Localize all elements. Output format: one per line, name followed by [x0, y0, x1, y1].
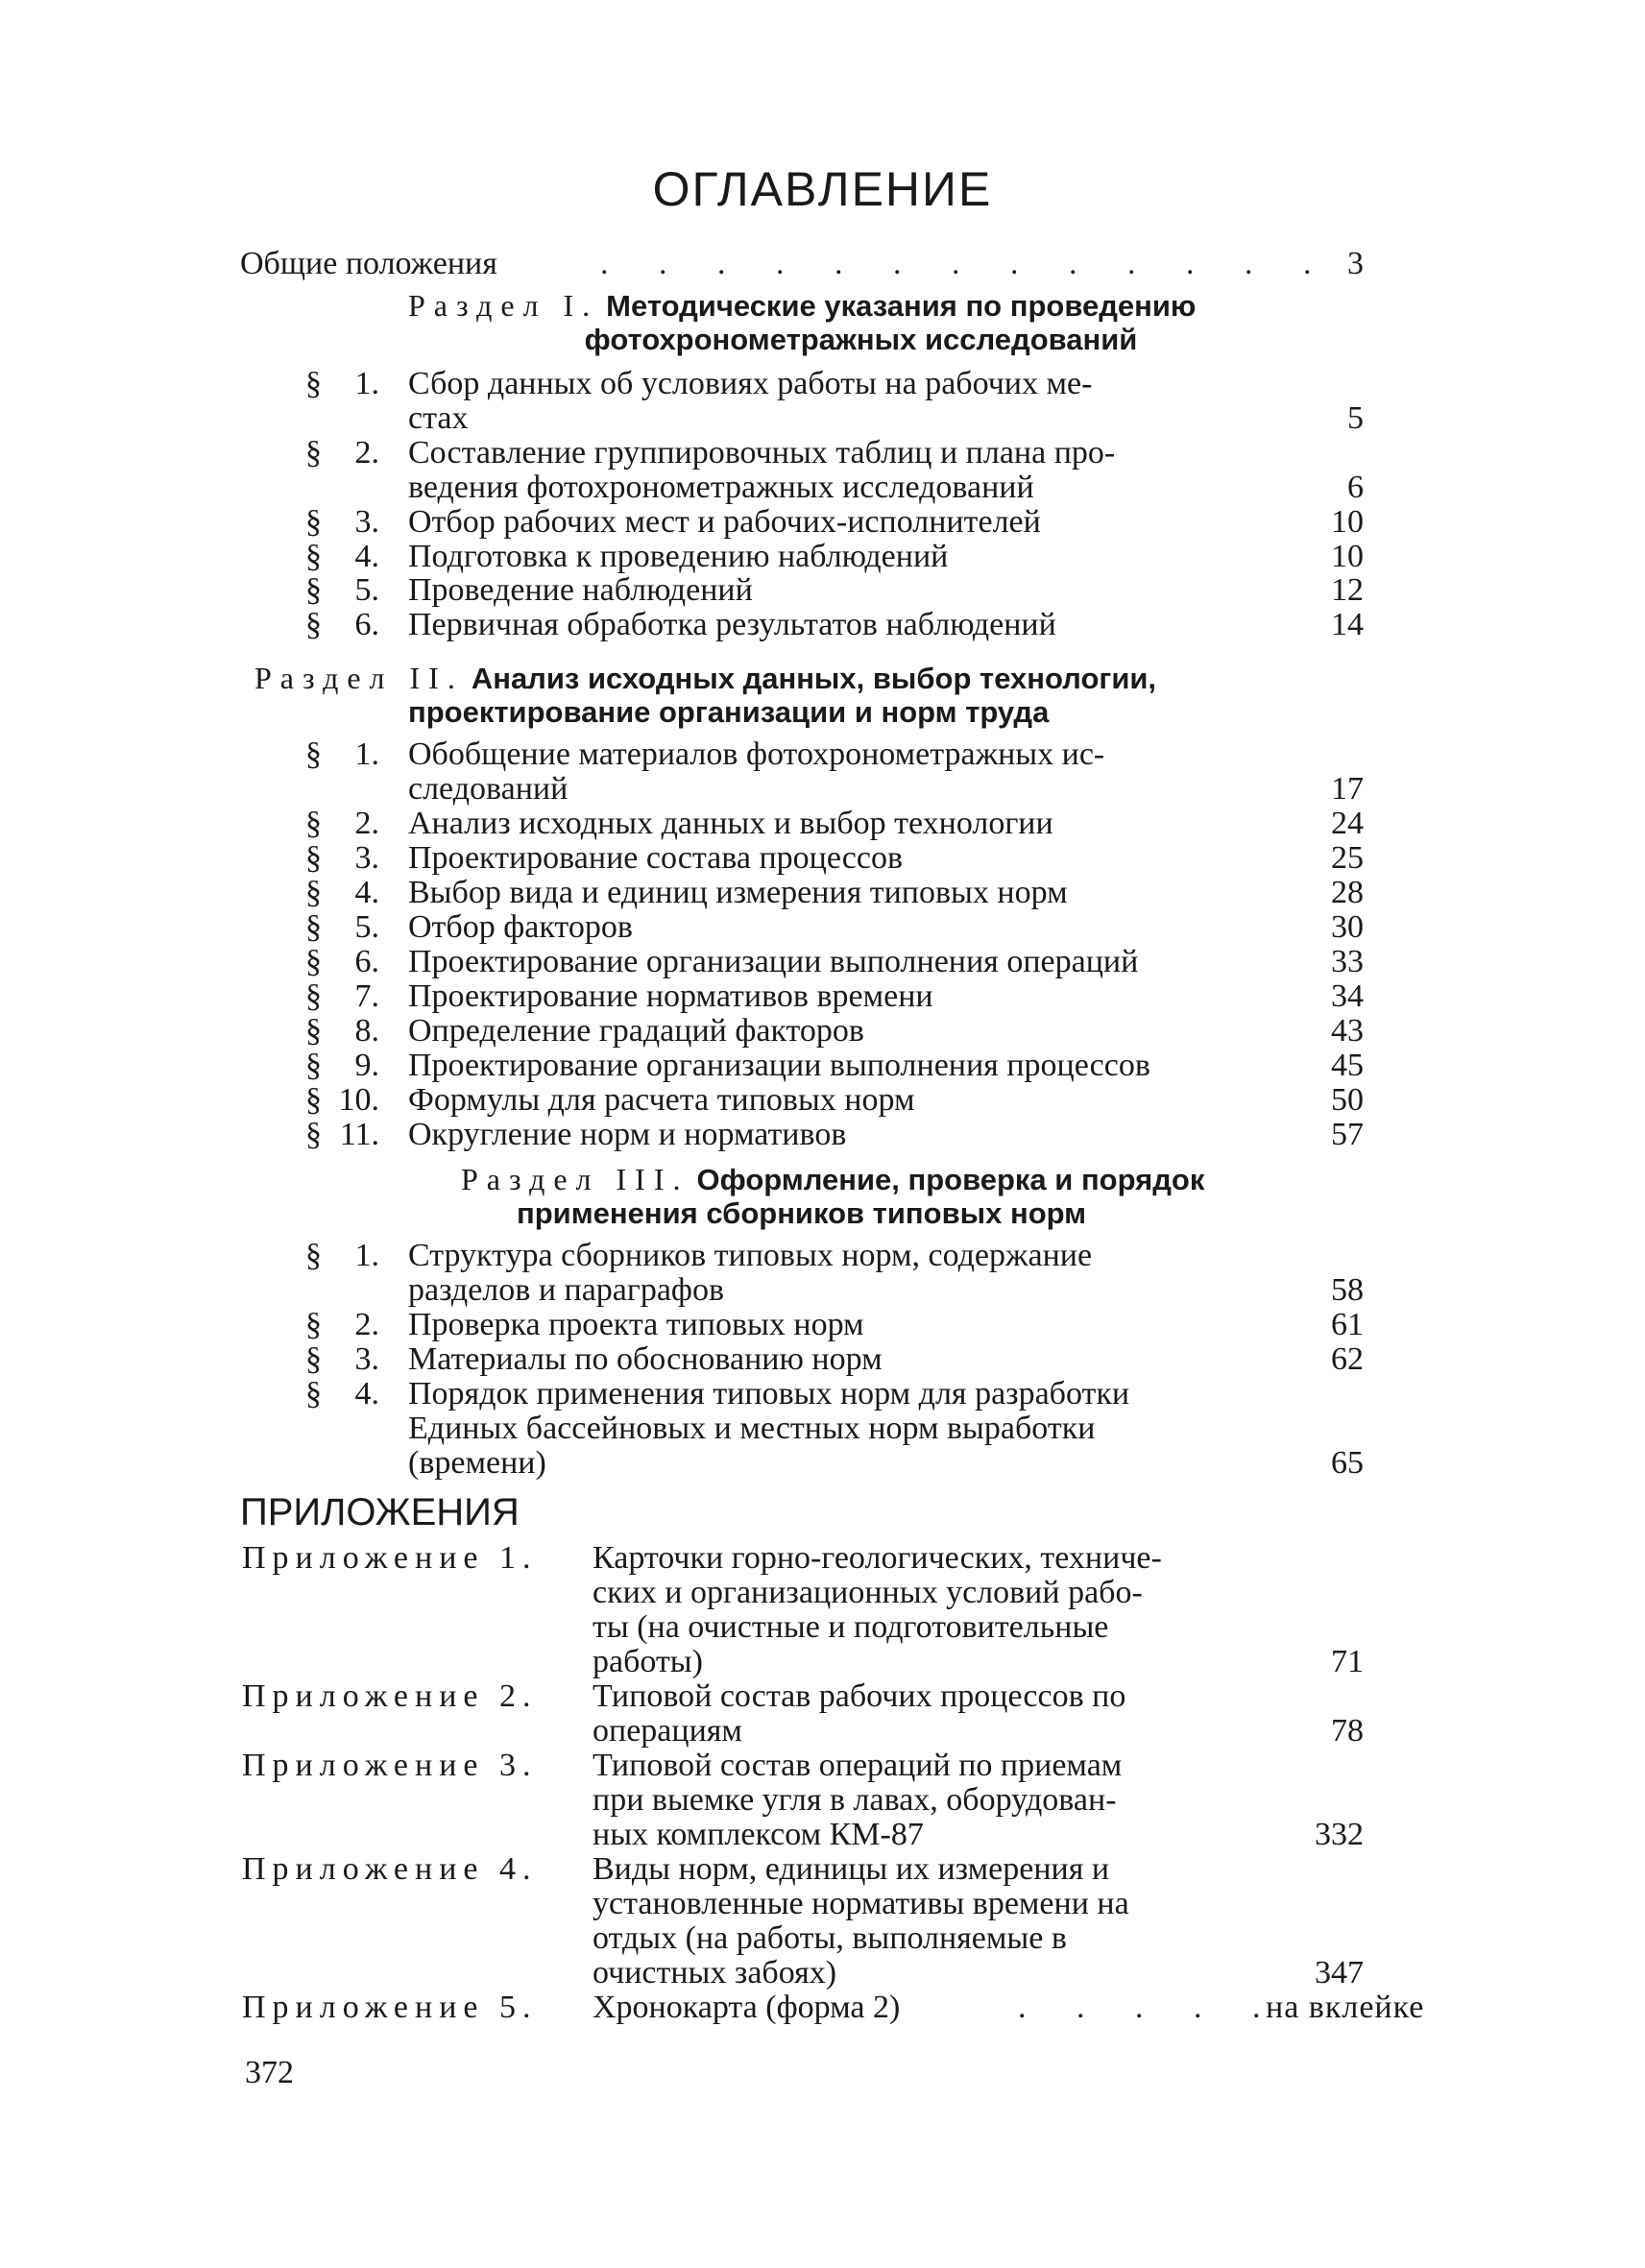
section-sign: § — [305, 1117, 322, 1152]
page-ref: 25 — [1331, 840, 1364, 876]
entry-text: разделов и параграфов — [408, 1272, 725, 1308]
page-ref: 71 — [1331, 1644, 1364, 1679]
page-ref: 65 — [1331, 1445, 1364, 1481]
page-ref: 30 — [1331, 909, 1364, 945]
page-ref: 17 — [1331, 771, 1364, 807]
page-ref: 34 — [1331, 978, 1364, 1014]
section-heading-1 — [408, 288, 1196, 324]
appendix-text: Виды норм, единицы их измерения и — [593, 1851, 1110, 1887]
entry-number: 3. — [354, 840, 379, 876]
entry-text: Определение градаций факторов — [408, 1013, 864, 1049]
entry-text: Структура сборников типовых норм, содержание — [408, 1238, 1093, 1273]
leader-dots: . . . . . . . . . . . . . — [600, 246, 1333, 281]
appendix-text: отдых (на работы, выполняемые в — [593, 1920, 1067, 1956]
entry-text: Подготовка к проведению наблюдений — [408, 539, 949, 574]
section-sign: § — [305, 539, 322, 574]
page-ref: 5 — [1347, 400, 1364, 436]
entry-text: следований — [408, 771, 568, 807]
entry-text: Формулы для расчета типовых норм — [408, 1082, 915, 1118]
appendix-text: Хронокарта (форма 2) — [593, 1990, 901, 2025]
entry-text: Единых бассейновых и местных норм выработки — [408, 1411, 1096, 1446]
appendix-label: Приложение 3. — [242, 1748, 538, 1783]
entry-text: Выбор вида и единиц измерения типовых норм — [408, 875, 1068, 910]
appendix-label: Приложение 4. — [242, 1851, 538, 1887]
section-sign: § — [305, 736, 322, 772]
page-ref: 12 — [1331, 572, 1364, 608]
entry-number: 8. — [354, 1013, 379, 1049]
entry-text: Порядок применения типовых норм для разработки — [408, 1376, 1130, 1411]
appendix-label: Приложение 1. — [242, 1540, 538, 1576]
section-prefix: Раздел III. — [461, 1162, 689, 1196]
entry-number: 2. — [354, 1307, 379, 1342]
page-ref: 50 — [1331, 1082, 1364, 1118]
entry-number: 7. — [354, 978, 379, 1014]
entry-text: Проектирование организации выполнения процессов — [408, 1048, 1150, 1083]
page-ref: 43 — [1331, 1013, 1364, 1049]
page-ref: 10 — [1331, 539, 1364, 574]
entry-text: Проверка проекта типовых норм — [408, 1307, 864, 1342]
appendix-heading: ПРИЛОЖЕНИЯ — [240, 1491, 520, 1533]
section-sign: § — [305, 1013, 322, 1049]
entry-text: Проектирование организации выполнения операций — [408, 944, 1139, 979]
section-sign: § — [305, 435, 322, 470]
entry-number: 1. — [354, 736, 379, 772]
section-title-cont: проектирование организации и норм труда — [408, 695, 1050, 729]
entry-text: Анализ исходных данных и выбор технологии — [408, 806, 1053, 841]
entry-number: 1. — [354, 1238, 379, 1273]
section-sign: § — [305, 806, 322, 841]
section-sign: § — [305, 944, 322, 979]
entry-number: 4. — [354, 1376, 379, 1411]
entry-number: 5. — [354, 572, 379, 608]
page-ref: 61 — [1331, 1307, 1364, 1342]
appendix-text: операциям — [593, 1713, 742, 1749]
section-sign: § — [305, 1082, 322, 1118]
entry-number: 6. — [354, 944, 379, 979]
page-ref: 24 — [1331, 806, 1364, 841]
appendix-text: Типовой состав рабочих процессов по — [593, 1678, 1126, 1714]
section-heading-3 — [461, 1162, 1204, 1197]
toc-entry-general — [240, 246, 1333, 281]
entry-text: ведения фотохронометражных исследований — [408, 470, 1034, 505]
appendix-text: ных комплексом КМ-87 — [593, 1817, 924, 1852]
entry-text: Обобщение материалов фотохронометражных ис- — [408, 736, 1105, 772]
entry-text: Проведение наблюдений — [408, 572, 753, 608]
page-ref: 33 — [1331, 944, 1364, 979]
appendix-text: Типовой состав операций по приемам — [593, 1748, 1123, 1783]
section-sign: § — [305, 607, 322, 642]
entry-text: Проектирование состава процессов — [408, 840, 904, 876]
page-ref: 45 — [1331, 1048, 1364, 1083]
page-ref: 58 — [1331, 1272, 1364, 1308]
section-title: Методические указания по проведению — [606, 289, 1197, 323]
appendix-label: Приложение 2. — [242, 1678, 538, 1714]
entry-number: 11. — [339, 1117, 379, 1152]
appendix-text: установленные нормативы времени на — [593, 1886, 1129, 1921]
page-ref: 28 — [1331, 875, 1364, 910]
page-ref: 10 — [1331, 504, 1364, 540]
page-ref: 332 — [1315, 1817, 1364, 1852]
entry-number: 3. — [354, 504, 379, 540]
section-title: Оформление, проверка и порядок — [696, 1163, 1205, 1196]
page-ref: 57 — [1331, 1117, 1364, 1152]
toc-entry-label: Общие положения — [240, 246, 497, 281]
entry-text: Округление норм и нормативов — [408, 1117, 847, 1152]
section-title-cont: фотохронометражных исследований — [584, 323, 1138, 356]
appendix-text: при выемке угля в лавах, оборудован- — [593, 1782, 1117, 1818]
entry-number: 6. — [354, 607, 379, 642]
section-sign: § — [305, 572, 322, 608]
entry-number: 4. — [354, 875, 379, 910]
section-sign: § — [305, 909, 322, 945]
appendix-text: ских и организационных условий рабо- — [593, 1575, 1143, 1610]
page-ref: 78 — [1331, 1713, 1364, 1749]
section-prefix: Раздел II. — [254, 661, 464, 695]
entry-number: 2. — [354, 806, 379, 841]
page-number: 372 — [245, 2055, 294, 2090]
appendix-text: работы) — [593, 1644, 703, 1679]
entry-text: (времени) — [408, 1445, 546, 1481]
section-sign: § — [305, 875, 322, 910]
appendix-text: Карточки горно-геологических, техниче- — [593, 1540, 1162, 1576]
page-ref: 347 — [1315, 1955, 1364, 1991]
page-ref: на вклейке — [1266, 1990, 1425, 2025]
section-sign: § — [305, 1376, 322, 1411]
section-sign: § — [305, 1307, 322, 1342]
page-ref: 3 — [1347, 246, 1364, 281]
section-title-cont: применения сборников типовых норм — [517, 1196, 1087, 1230]
section-sign: § — [305, 978, 322, 1014]
section-sign: § — [305, 840, 322, 876]
section-prefix: Раздел I. — [408, 288, 599, 323]
entry-text: Отбор факторов — [408, 909, 633, 945]
entry-number: 10. — [338, 1082, 379, 1118]
page-ref: 14 — [1331, 607, 1364, 642]
entry-text: Отбор рабочих мест и рабочих-исполнителей — [408, 504, 1041, 540]
section-title: Анализ исходных данных, выбор технологии, — [471, 662, 1157, 695]
entry-number: 5. — [354, 909, 379, 945]
entry-text: Сбор данных об условиях работы на рабочих ме- — [408, 366, 1093, 401]
appendix-label: Приложение 5. — [242, 1990, 538, 2025]
entry-number: 3. — [354, 1341, 379, 1377]
appendix-text: ты (на очистные и подготовительные — [593, 1609, 1109, 1645]
entry-text: Проектирование нормативов времени — [408, 978, 933, 1014]
entry-text: Составление группировочных таблиц и плана про- — [408, 435, 1116, 470]
entry-number: 9. — [354, 1048, 379, 1083]
entry-number: 1. — [354, 366, 379, 401]
section-sign: § — [305, 1341, 322, 1377]
page-ref: 62 — [1331, 1341, 1364, 1377]
entry-text: стах — [408, 400, 469, 436]
page-ref: 6 — [1347, 470, 1364, 505]
section-heading-2 — [254, 661, 1156, 696]
leader-dots: . . . . . — [1018, 1990, 1282, 2025]
section-sign: § — [305, 1238, 322, 1273]
entry-number: 4. — [354, 539, 379, 574]
section-sign: § — [305, 366, 322, 401]
entry-number: 2. — [354, 435, 379, 470]
entry-text: Материалы по обоснованию норм — [408, 1341, 883, 1377]
entry-text: Первичная обработка результатов наблюдений — [408, 607, 1056, 642]
section-sign: § — [305, 504, 322, 540]
appendix-text: очистных забоях) — [593, 1955, 837, 1991]
page-title: ОГЛАВЛЕНИЕ — [652, 162, 993, 216]
section-sign: § — [305, 1048, 322, 1083]
